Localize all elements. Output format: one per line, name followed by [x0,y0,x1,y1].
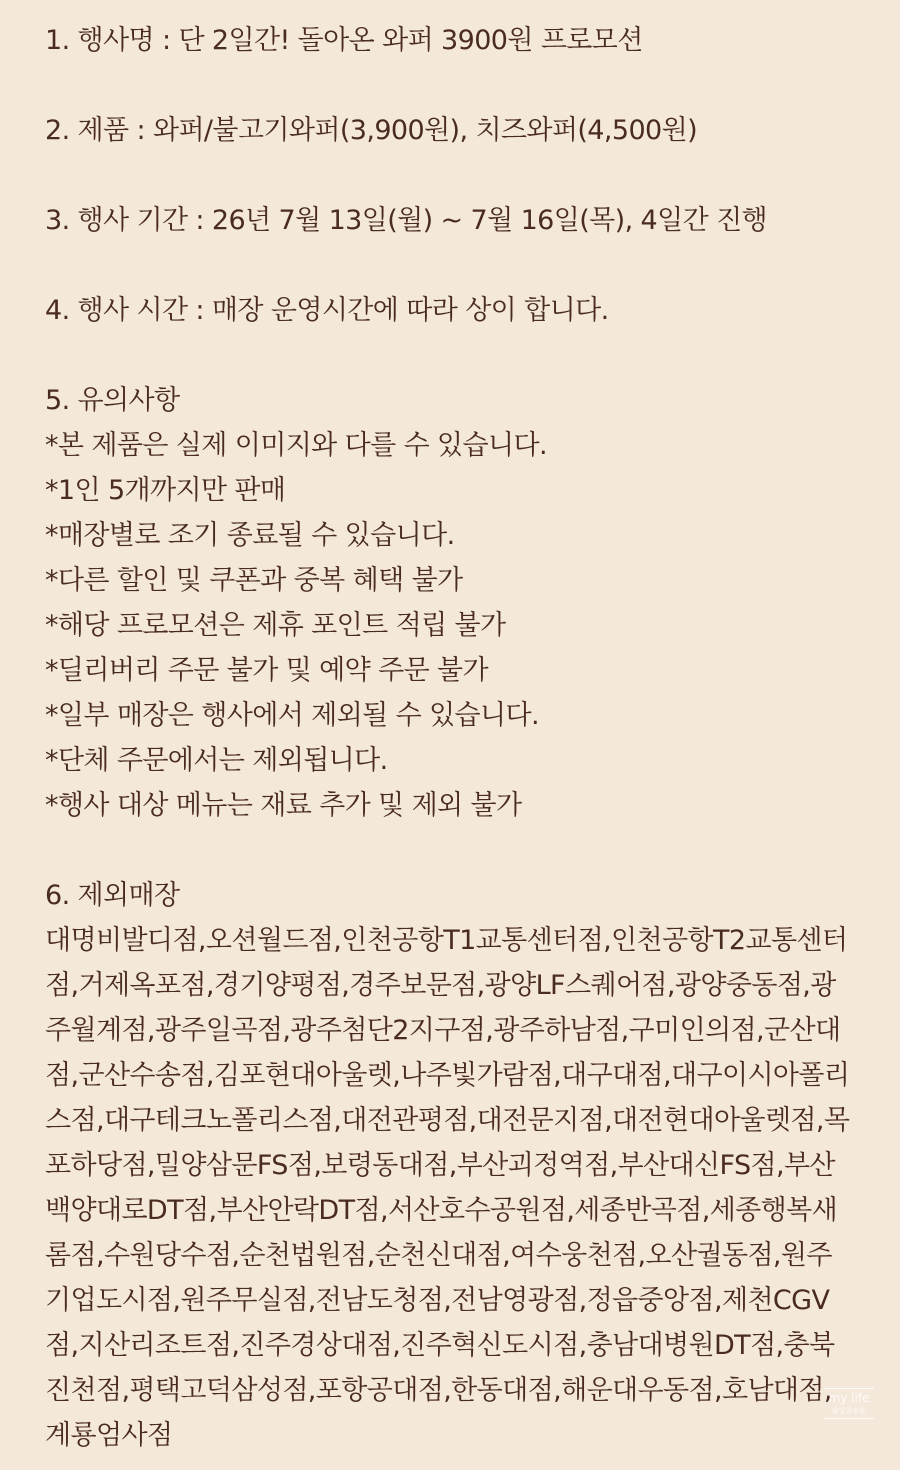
note-item: *매장별로 조기 종료될 수 있습니다. [45,520,455,551]
note-item: *일부 매장은 행사에서 제외될 수 있습니다. [45,700,539,731]
spacer [45,243,865,288]
note-item: *해당 프로모션은 제휴 포인트 적립 불가 [45,610,506,641]
product-line: 2. 제품 : 와퍼/불고기와퍼(3,900원), 치즈와퍼(4,500원) [45,115,698,146]
event-name-line: 1. 행사명 : 단 2일간! 돌아온 와퍼 3900원 프로모션 [45,25,643,56]
spacer [45,333,865,378]
note-item: *다른 할인 및 쿠폰과 중복 혜택 불가 [45,565,463,596]
excluded-stores-heading: 6. 제외매장 [45,880,180,911]
spacer [45,153,865,198]
watermark-handle: @달콤솜솜 [824,1406,874,1419]
event-period-line: 3. 행사 기간 : 26년 7월 13일(월) ~ 7월 16일(목), 4일간 진행 [45,205,768,236]
notes-heading: 5. 유의사항 [45,385,180,416]
note-item: *1인 5개까지만 판매 [45,475,286,506]
promotion-notice [45,18,865,1458]
watermark [824,1388,874,1419]
note-item: *행사 대상 메뉴는 재료 추가 및 제외 불가 [45,790,522,821]
spacer [45,828,865,873]
spacer [45,63,865,108]
note-item: *단체 주문에서는 제외됩니다. [45,745,388,776]
watermark-title: my life [824,1388,874,1406]
event-time-line: 4. 행사 시간 : 매장 운영시간에 따라 상이 합니다. [45,295,609,326]
excluded-stores-list: 대명비발디점,오션월드점,인천공항T1교통센터점,인천공항T2교통센터점,거제옥포점,경기양평점,경주보문점,광양LF스퀘어점,광양중동점,광주월계점,광주일곡점,광주첨단2지구점,광주하남점,구미인의점,군산대점,군산수송점,김포현대아울렛,나주빛가람점,대구대점,대구이시아폴리스점,대구테크노폴리스점,대전관평점,대전문지점,대전현대아울렛점,목포하당점,밀양삼문FS점,보령동대점,부산괴정역점,부산대신FS점,부산백양대로DT점,부산안락DT점,서산호수공원점,세종반곡점,세종행복새롬점,수원당수점,순천법원점,순천신대점,여수웅천점,오산궐동점,원주기업도시점,원주무실점,전남도청점,전남영광점,정읍중앙점,제천CGV점,지산리조트점,진주경상대점,진주혁신도시점,충남대병원DT점,충북진천점,평택고덕삼성점,포항공대점,한동대점,해운대우동점,호남대점,계룡엄사점 [45,925,850,1451]
note-item: *본 제품은 실제 이미지와 다를 수 있습니다. [45,430,547,461]
note-item: *딜리버리 주문 불가 및 예약 주문 불가 [45,655,489,686]
